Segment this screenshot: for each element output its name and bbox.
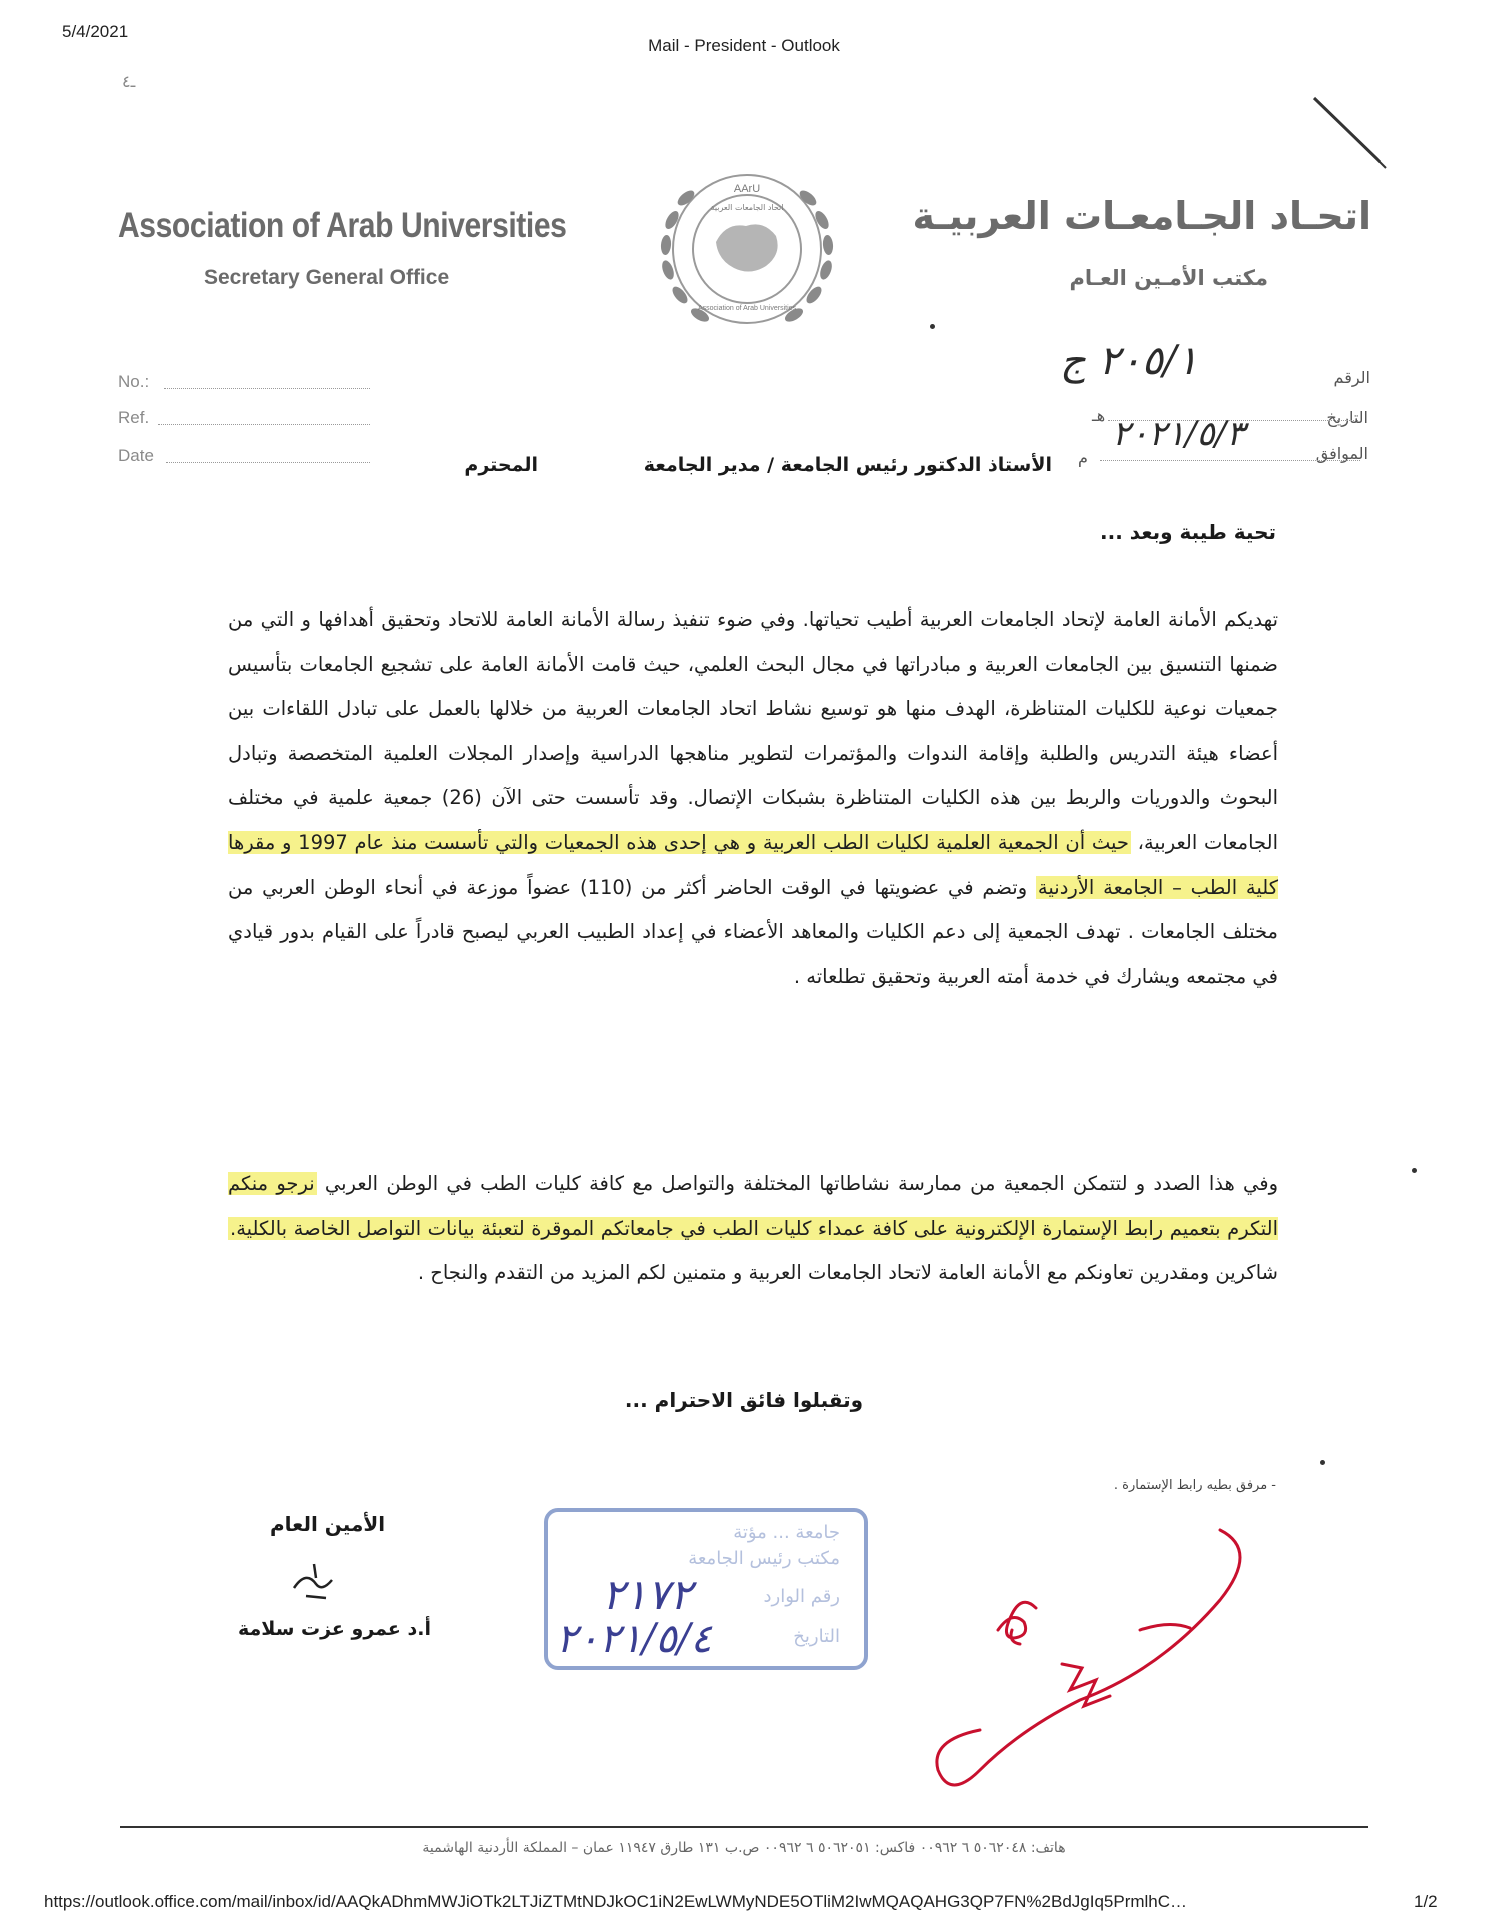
stray-dot bbox=[930, 324, 935, 329]
stamp-line-4: التاريخ bbox=[793, 1626, 840, 1647]
field-date-label: Date bbox=[118, 446, 154, 465]
logo-abbrev: AArU bbox=[733, 183, 761, 195]
logo-arabic-text: اتحاد الجامعات العربية bbox=[710, 203, 784, 212]
closing-line: وتقبلوا فائق الاحترام ... bbox=[624, 1388, 864, 1412]
footer-contact: هاتف: ٥٠٦٢٠٤٨ ٦ ٠٠٩٦٢ فاكس: ٥٠٦٢٠٥١ ٦ ٠٠٩٦٢ ص.ب ١٣١ طارق ١١٩٤٧ عمان – المملكة الأردنية الهاشمية bbox=[422, 1840, 1066, 1856]
association-logo bbox=[646, 150, 848, 348]
stray-dot bbox=[1412, 1168, 1417, 1173]
handwritten-date: ٢٠٢١/٥/٣ bbox=[1112, 414, 1245, 454]
stamp-line-2: مكتب رئيس الجامعة bbox=[688, 1548, 840, 1569]
field-ref-line bbox=[158, 424, 370, 425]
attachment-note: - مرفق بطيه رابط الإستمارة . bbox=[1113, 1478, 1276, 1493]
secretary-signature bbox=[286, 1558, 340, 1614]
para1-text-a: تهديكم الأمانة العامة لإتحاد الجامعات العربية أطيب تحياتها. وفي ضوء تنفيذ رسالة الأمانة العامة للاتحاد وتحقيق أهدافها و التي من ضمنها التنسيق بين الجامعات العربية و مبادراتها في مجال البحث العلمي، حيث قامت الأمانة العامة على تشجيع الجامعات بتأسيس جمعيات نوعية للكليات المتناظرة، الهدف منها هو توسيع نشاط اتحاد الجامعات العربية من خلالها بالعمل على تبادل اللقاءات بين أعضاء هيئة التدريس والطلبة وإقامة الندوات والمؤتمرات لتطوير مناهجها الدراسية وإصدار المجلات العلمية المتخصصة وتبادل البحوث والدوريات والربط بين هذه الكليات المتناظرة بشبكات الإتصال. وقد تأسست حتى الآن (26) جمعية علمية في مختلف الجامعات العربية، bbox=[228, 608, 1279, 854]
para1-highlight: حيث أن الجمعية العلمية لكليات الطب العربية و هي إحدى هذه الجمعيات والتي تأسست منذ عام 1997 و مقرها كلية الطب – الجامعة الأردنية bbox=[228, 830, 1278, 899]
body-paragraph-2 bbox=[228, 1162, 1278, 1296]
stamp-incoming-number: ٢١٧٢ bbox=[602, 1570, 693, 1619]
org-name-en: Association of Arab Universities bbox=[118, 206, 567, 245]
stray-mark: ـ٤ bbox=[122, 72, 136, 91]
para2-text-b: شاكرين ومقدرين تعاونكم مع الأمانة العامة لاتحاد الجامعات العربية و متمنين لكم المزيد من التقدم والنجاح . bbox=[417, 1261, 1278, 1285]
field-ref-label: Ref. bbox=[118, 408, 150, 427]
stray-dot bbox=[1320, 1460, 1325, 1465]
signatory-name: أ.د عمرو عزت سلامة bbox=[238, 1618, 431, 1640]
footer-rule bbox=[120, 1826, 1368, 1828]
pen-stroke-mark bbox=[1308, 94, 1388, 174]
signatory-title: الأمين العام bbox=[270, 1512, 386, 1536]
field-no-line bbox=[164, 388, 370, 389]
red-handwritten-signature bbox=[920, 1510, 1280, 1810]
greeting: تحية طيبة وبعد ... bbox=[1100, 520, 1276, 544]
field-number-label-ar: الرقم bbox=[1333, 368, 1370, 387]
handwritten-reference-number: ٢٠٥/١ ج bbox=[1060, 338, 1198, 384]
field-date-line bbox=[166, 462, 370, 463]
field-date-label-ar: التاريخ bbox=[1326, 408, 1368, 427]
addressee: الأستاذ الدكتور رئيس الجامعة / مدير الجامعة bbox=[643, 454, 1052, 476]
para2-highlight: نرجو منكم التكرم بتعميم رابط الإستمارة الإلكترونية على كافة عمداء كليات الطب في جامعاتكم الموقرة لتعبئة بيانات التواصل الخاصة بالكلية. bbox=[228, 1172, 1278, 1240]
logo-ring-text: Association of Arab Universities bbox=[697, 305, 797, 312]
para1-text-b: وتضم في عضويتها في الوقت الحاضر أكثر من (110) عضواً موزعة في أنحاء الوطن العربي من مختلف الجامعات . تهدف الجمعية إلى دعم الكليات والمعاهد الأعضاء في إعداد الطبيب العربي ليصبح قادراً على القيام بدور قيادي في مجتمعه ويشارك في خدمة أمته العربية وتحقيق تطلعاته . bbox=[228, 875, 1278, 988]
greg-suffix: م bbox=[1078, 448, 1088, 467]
office-name-en: Secretary General Office bbox=[204, 266, 450, 289]
para2-text-a: وفي هذا الصدد و لتتمكن الجمعية من ممارسة نشاطاتها المختلفة والتواصل مع كافة كليات الطب في الوطن العربي bbox=[316, 1172, 1279, 1195]
office-name-ar: مكتب الأمـين العـام bbox=[1069, 266, 1268, 290]
stamp-incoming-date: ٢٠٢١/٥/٤ bbox=[556, 1616, 712, 1662]
field-greg-line bbox=[1100, 460, 1360, 461]
org-name-ar: اتحـاد الجـامعـات العربيـة bbox=[912, 194, 1371, 238]
print-url: https://outlook.office.com/mail/inbox/id/AAQkADhmMWJiOTk2LTJiZTMtNDJkOC1iN2EwLWMyNDE5OTliM2IwMQAQAHG3QP7FN%2BdJgIq5PrmlhC… bbox=[44, 1892, 1188, 1911]
print-title: Mail - President - Outlook bbox=[648, 36, 840, 55]
print-date: 5/4/2021 bbox=[62, 22, 129, 41]
field-muwafiq-label-ar: الموافق bbox=[1315, 444, 1368, 463]
addressee-honorific: المحترم bbox=[464, 454, 538, 476]
field-no-label: No.: bbox=[118, 372, 150, 391]
hijri-suffix: هـ bbox=[1092, 406, 1106, 425]
print-page-number: 1/2 bbox=[1414, 1892, 1438, 1911]
stamp-line-3: رقم الوارد bbox=[763, 1586, 840, 1607]
stamp-line-1: جامعة ... مؤتة bbox=[733, 1522, 840, 1543]
body-paragraph-1 bbox=[228, 598, 1278, 999]
